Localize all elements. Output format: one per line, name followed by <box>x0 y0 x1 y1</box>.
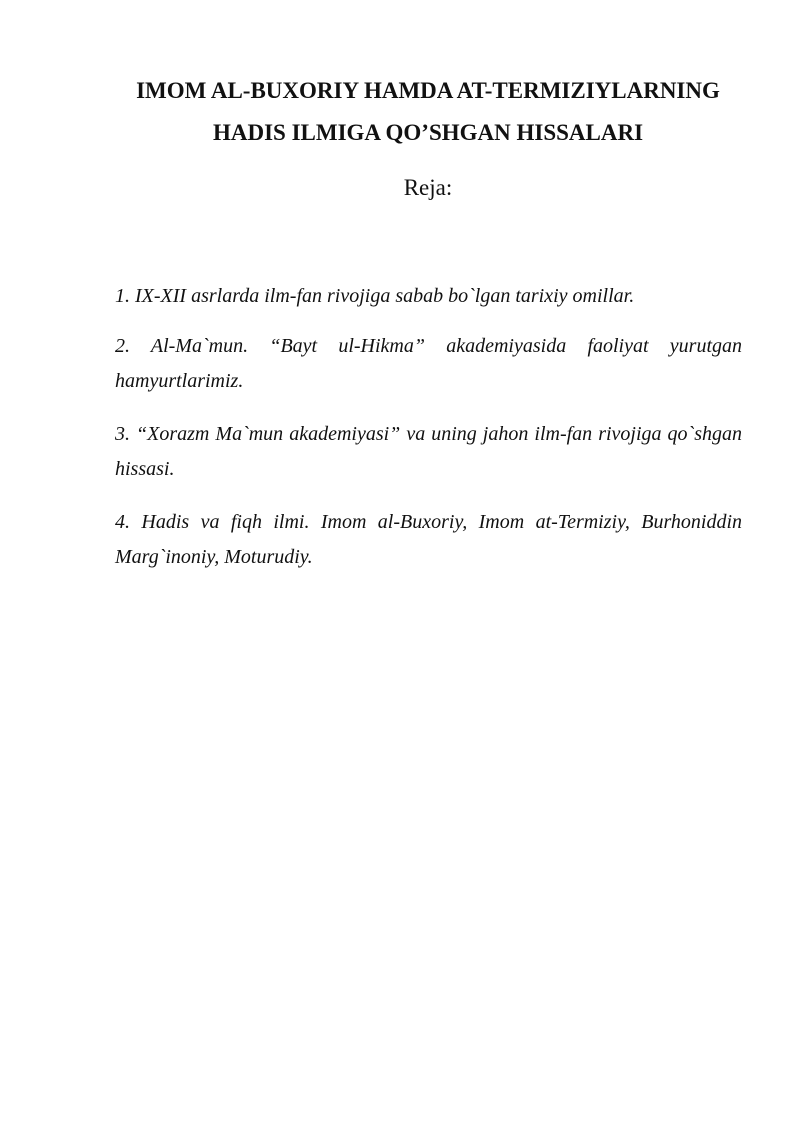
plan-heading: Reja: <box>403 175 453 200</box>
plan-item-4: 4. Hadis va fiqh ilmi. Imom al-Buxoriy, Imom at-Termiziy, Burhoniddin Marg`inoniy, Moturudiy. <box>115 511 742 568</box>
plan-item-1: 1. IX-XII asrlarda ilm-fan rivojiga sabab bo`lgan tarixiy omillar. <box>115 285 635 307</box>
plan-item-2: 2. Al-Ma`mun. “Bayt ul-Hikma” akademiyasida faoliyat yurutgan hamyurtlarimiz. <box>115 335 742 392</box>
document-title-line-2: HADIS ILMIGA QO’SHGAN HISSALARI <box>212 120 644 145</box>
plan-item-3: 3. “Xorazm Ma`mun akademiyasi” va uning jahon ilm-fan rivojiga qo`shgan hissasi. <box>115 423 742 480</box>
document-title-line-1: IMOM AL-BUXORIY HAMDA AT-TERMIZIYLARNING <box>136 78 720 103</box>
